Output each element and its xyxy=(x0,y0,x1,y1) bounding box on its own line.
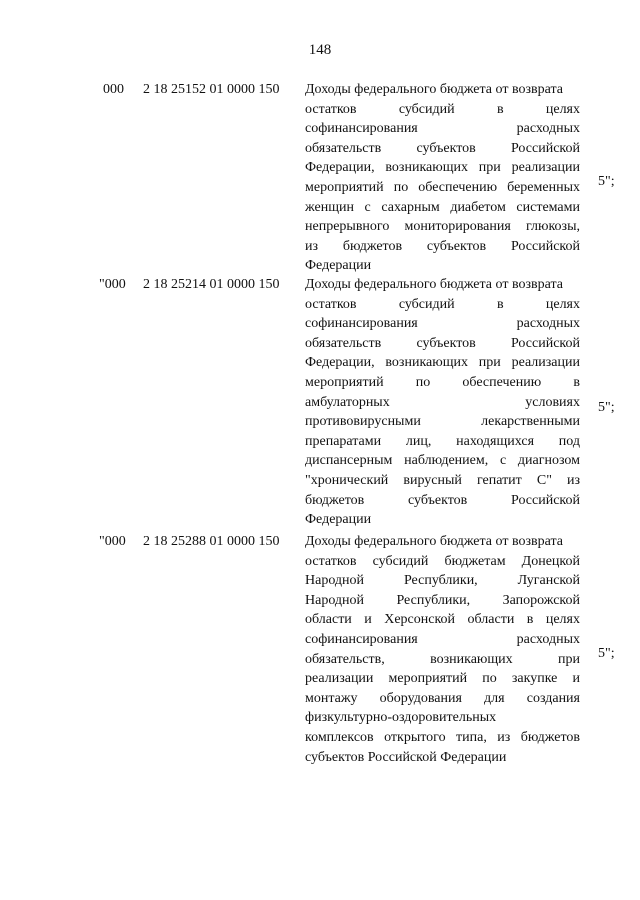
description-line: женщин с сахарным диабетом системами xyxy=(305,199,580,215)
description-line: препаратами лиц, находящихся под xyxy=(305,433,580,449)
description-line: Народной Республики, Запорожской xyxy=(305,592,580,608)
description-line: Федерации, возникающих при реализации xyxy=(305,355,580,371)
description-line: остатков субсидий в целях xyxy=(305,101,580,117)
description-line: непрерывного мониторирования глюкозы, xyxy=(305,219,580,235)
description-line: монтажу оборудования для создания xyxy=(305,690,580,706)
description-line: из бюджетов субъектов Российской xyxy=(305,238,580,254)
description-line: остатков субсидий в целях xyxy=(305,296,580,312)
description-line: софинансирования расходных xyxy=(305,316,580,332)
description-line: обязательств субъектов Российской xyxy=(305,140,580,156)
description-line: Федерации, возникающих при реализации xyxy=(305,160,580,176)
description-line: бюджетов субъектов Российской xyxy=(305,492,580,508)
description-line: обязательств субъектов Российской xyxy=(305,335,580,351)
description-line: софинансирования расходных xyxy=(305,631,580,647)
budget-classification-code: 2 18 25152 01 0000 150 xyxy=(143,82,280,97)
page-number: 148 xyxy=(308,42,332,58)
description-line: Доходы федерального бюджета от возврата xyxy=(305,277,563,292)
budget-classification-code: 2 18 25214 01 0000 150 xyxy=(143,277,280,292)
description-line: обязательств, возникающих при xyxy=(305,651,580,667)
description-line: Доходы федерального бюджета от возврата xyxy=(305,534,563,549)
description-line: остатков субсидий бюджетам Донецкой xyxy=(305,553,580,569)
description-line: реализации мероприятий по закупке и xyxy=(305,671,580,687)
description-line: комплексов открытого типа, из бюджетов xyxy=(305,729,580,745)
description-line: Федерации xyxy=(305,512,372,528)
value-cell: 5"; xyxy=(598,400,615,415)
income-description xyxy=(305,275,580,530)
description-line: софинансирования расходных xyxy=(305,121,580,137)
description-line: Народной Республики, Луганской xyxy=(305,573,580,589)
description-line: амбулаторных условиях xyxy=(305,394,580,410)
description-line: "хронический вирусный гепатит С" из xyxy=(305,472,580,488)
description-line: мероприятий по обеспечению беременных xyxy=(305,179,580,195)
admin-code: "000 xyxy=(99,534,126,549)
income-description xyxy=(305,532,580,767)
description-line: субъектов Российской Федерации xyxy=(305,749,507,765)
description-line: Доходы федерального бюджета от возврата xyxy=(305,82,563,97)
description-line: мероприятий по обеспечению в xyxy=(305,374,580,390)
admin-code: 000 xyxy=(103,82,124,97)
description-line: диспансерным наблюдением, с диагнозом xyxy=(305,453,580,469)
value-cell: 5"; xyxy=(598,646,615,661)
description-line: Федерации xyxy=(305,258,372,274)
description-line: области и Херсонской области в целях xyxy=(305,612,580,628)
description-line: физкультурно-оздоровительных xyxy=(305,710,497,726)
income-description xyxy=(305,80,580,276)
value-cell: 5"; xyxy=(598,174,615,189)
admin-code: "000 xyxy=(99,277,126,292)
description-line: противовирусными лекарственными xyxy=(305,414,580,430)
budget-classification-code: 2 18 25288 01 0000 150 xyxy=(143,534,280,549)
